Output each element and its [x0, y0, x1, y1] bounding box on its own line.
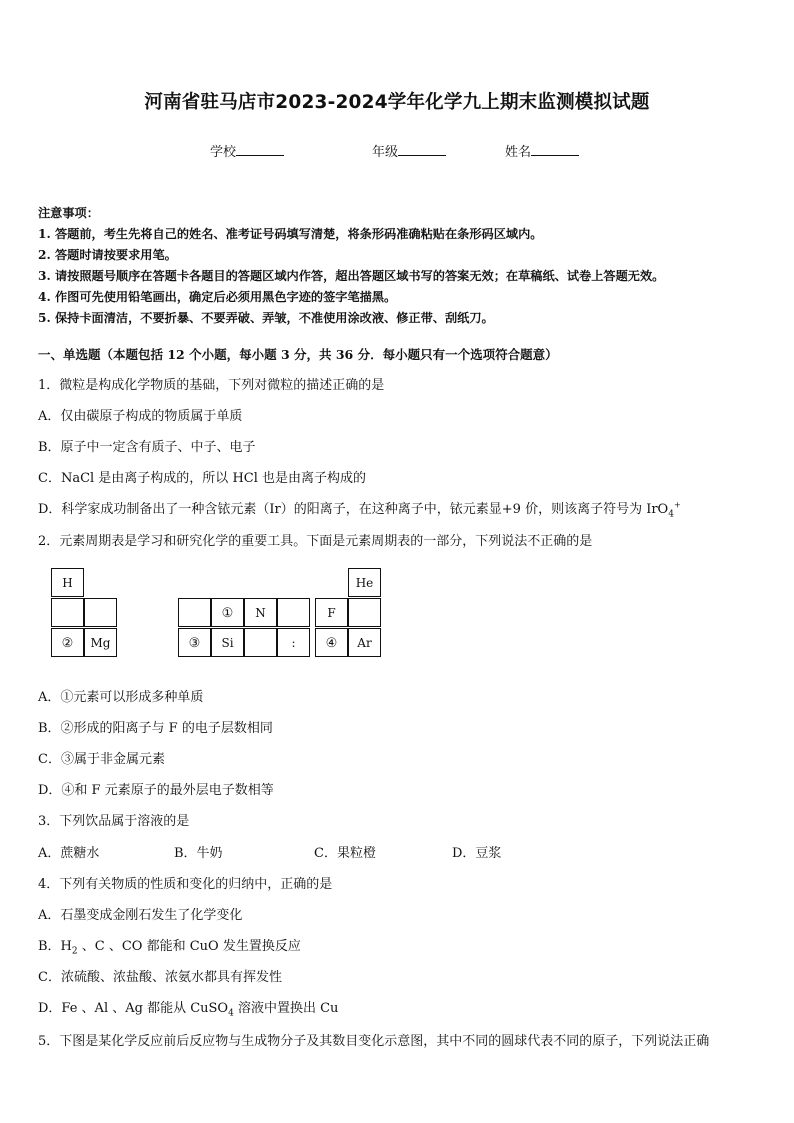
notes-heading: 注意事项： — [38, 206, 99, 220]
cell-he: He — [348, 568, 381, 597]
school-blank[interactable] — [236, 143, 284, 156]
notes-block — [38, 203, 664, 329]
q2-option-a[interactable]: A．①元素可以形成多种单质 — [38, 690, 204, 705]
q3-stem: 3．下列饮品属于溶液的是 — [38, 814, 190, 829]
q4-option-d-post: 溶液中置换出 Cu — [233, 1001, 339, 1016]
q1-option-d-subscript: 4 — [668, 509, 674, 520]
note-item: 1. 答题前，考生先将自己的姓名、准考证号码填写清楚，将条形码准确粘贴在条形码区域内。 — [38, 227, 543, 241]
q3-option-a[interactable]: A．蔗糖水 — [38, 846, 100, 861]
note-item: 4. 作图可先使用铅笔画出，确定后必须用黑色字迹的签字笔描黑。 — [38, 290, 397, 304]
q1-stem: 1．微粒是构成化学物质的基础，下列对微粒的描述正确的是 — [38, 378, 385, 393]
q2-stem: 2．元素周期表是学习和研究化学的重要工具。下面是元素周期表的一部分，下列说法不正确的是 — [38, 534, 593, 549]
school-label: 学校 — [210, 145, 237, 160]
q4-option-d[interactable] — [38, 997, 338, 1019]
q4-option-c[interactable]: C．浓硫酸、浓盐酸、浓氨水都具有挥发性 — [38, 970, 282, 985]
name-field[interactable] — [505, 141, 579, 160]
q1-option-d-text: D．科学家成功制备出了一种含铱元素（Ir）的阳离子，在这种离子中，铱元素显+9 价，则该离子符号为 IrO — [38, 502, 669, 517]
q2-option-c[interactable]: C．③属于非金属元素 — [38, 752, 165, 767]
cell-marker-4: ④ — [315, 628, 348, 657]
cell-marker-1: ① — [211, 598, 244, 627]
q2-option-d[interactable]: D．④和 F 元素原子的最外层电子数相等 — [38, 783, 274, 798]
grade-field[interactable] — [372, 141, 446, 160]
cell-empty — [277, 598, 310, 627]
q4-option-d-subscript: 4 — [228, 1008, 234, 1019]
cell-mg: Mg — [84, 628, 117, 657]
q4-option-b[interactable] — [38, 935, 301, 957]
q1-option-c[interactable]: C．NaCl 是由离子构成的，所以 HCl 也是由离子构成的 — [38, 471, 367, 486]
grade-label: 年级 — [372, 145, 399, 160]
q5-stem: 5．下图是某化学反应前后反应物与生成物分子及其数目变化示意图，其中不同的圆球代表不同的原子，下列说法正确 — [38, 1034, 710, 1049]
cell-n: N — [244, 598, 277, 627]
cell-h: H — [51, 568, 84, 597]
section-heading: 一、单选题（本题包括 12 个小题，每小题 3 分，共 36 分．每小题只有一个选项符合题意） — [38, 347, 558, 362]
q2-option-b[interactable]: B．②形成的阳离子与 F 的电子层数相同 — [38, 721, 273, 736]
note-item: 3. 请按照题号顺序在答题卡各题目的答题区域内作答，超出答题区域书写的答案无效；在草稿纸、试卷上答题无效。 — [38, 269, 665, 283]
name-blank[interactable] — [531, 143, 579, 156]
page-title: 河南省驻马店市2023-2024学年化学九上期末监测模拟试题 — [144, 92, 650, 113]
grade-blank[interactable] — [398, 143, 446, 156]
name-label: 姓名 — [505, 145, 532, 160]
cell-ar: Ar — [348, 628, 381, 657]
cell-empty — [244, 628, 277, 657]
cell-empty — [178, 598, 211, 627]
q4-option-b-pre: B．H — [38, 939, 72, 954]
q3-option-b[interactable]: B．牛奶 — [174, 846, 223, 861]
school-field[interactable] — [210, 141, 284, 160]
cell-f: F — [315, 598, 348, 627]
q4-option-b-post: 、C 、CO 都能和 CuO 发生置换反应 — [77, 939, 301, 954]
cell-empty — [51, 598, 84, 627]
cell-marker-3: ③ — [178, 628, 211, 657]
note-item: 5. 保持卡面清洁，不要折暴、不要弄破、弄皱，不准使用涂改液、修正带、刮纸刀。 — [38, 311, 494, 325]
cell-si: Si — [211, 628, 244, 657]
q1-option-a[interactable]: A．仅由碳原子构成的物质属于单质 — [38, 409, 243, 424]
cell-empty — [84, 598, 117, 627]
cell-dot: : — [277, 628, 310, 657]
q4-option-b-subscript: 2 — [71, 946, 78, 957]
q1-option-d[interactable] — [38, 498, 681, 520]
q1-option-b[interactable]: B．原子中一定含有质子、中子、电子 — [38, 440, 256, 455]
q1-option-d-superscript: + — [673, 500, 681, 510]
q3-option-d[interactable]: D．豆浆 — [452, 846, 502, 861]
q3-option-c[interactable]: C．果粒橙 — [314, 846, 376, 861]
q4-stem: 4．下列有关物质的性质和变化的归纳中，正确的是 — [38, 877, 333, 892]
cell-empty — [348, 598, 381, 627]
q4-option-a[interactable]: A．石墨变成金刚石发生了化学变化 — [38, 908, 243, 923]
q4-option-d-pre: D．Fe 、Al 、Ag 都能从 CuSO — [38, 1001, 229, 1016]
cell-marker-2: ② — [51, 628, 84, 657]
note-item: 2. 答题时请按要求用笔。 — [38, 248, 177, 262]
